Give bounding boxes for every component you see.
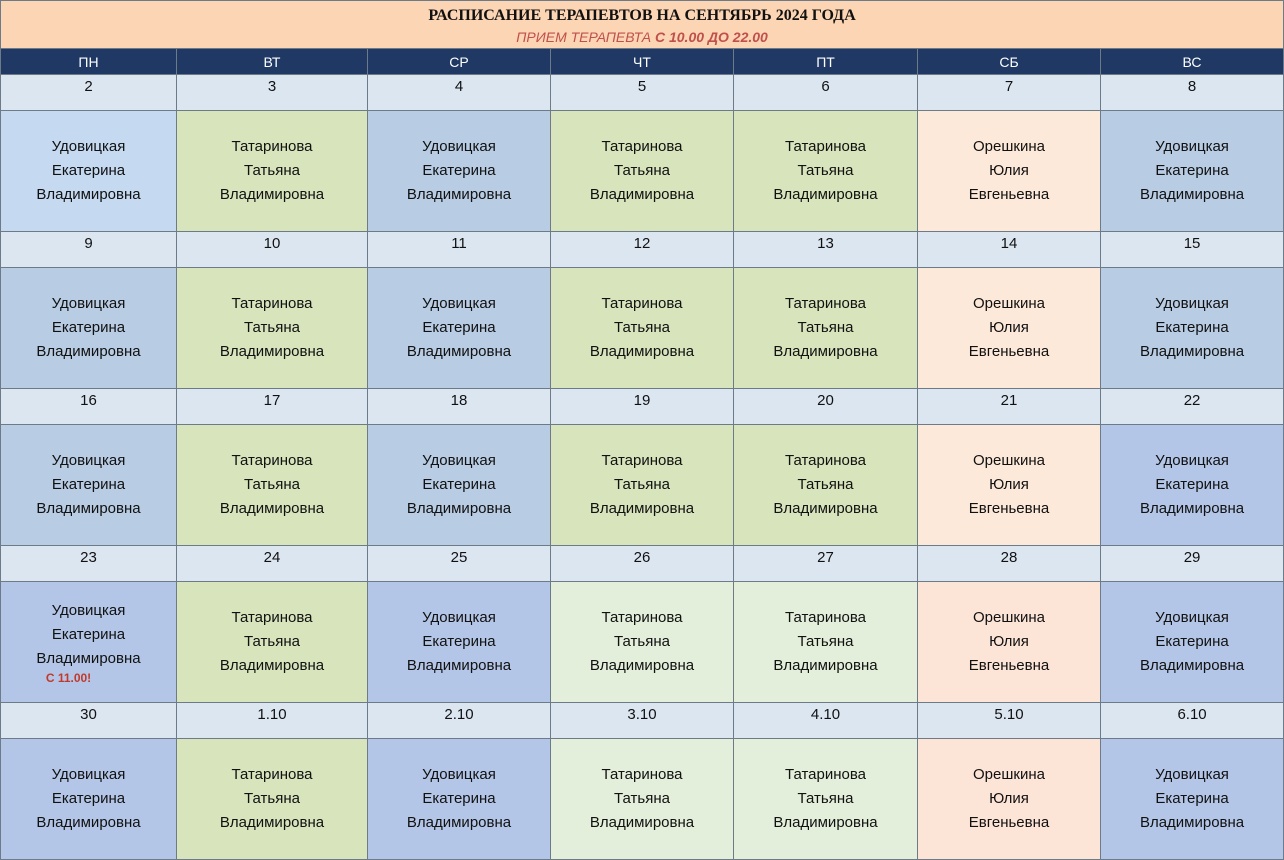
doctor-patronymic: Владимировна xyxy=(406,186,512,203)
date-cell[interactable]: 3.10 xyxy=(551,703,734,739)
doctor-surname: Татаринова xyxy=(784,452,867,469)
doctor-first-name: Татьяна xyxy=(614,633,670,650)
doctor-patronymic: Владимировна xyxy=(219,657,325,674)
doctor-cell[interactable] xyxy=(734,582,918,703)
doctor-first-name: Екатерина xyxy=(51,790,126,807)
doctor-first-name: Юлия xyxy=(989,476,1029,493)
date-cell[interactable]: 20 xyxy=(734,389,918,425)
date-cell[interactable]: 25 xyxy=(368,546,551,582)
doctor-patronymic: Евгеньевна xyxy=(968,657,1050,674)
doctor-surname: Татаринова xyxy=(784,766,867,783)
doctor-patronymic: Владимировна xyxy=(773,343,878,360)
title-row xyxy=(1,1,1284,49)
doctor-patronymic: Владимировна xyxy=(406,500,512,517)
doctor-cell[interactable] xyxy=(734,425,918,546)
doctor-cell[interactable] xyxy=(551,425,734,546)
doctor-first-name: Татьяна xyxy=(797,790,854,807)
doctor-patronymic: Евгеньевна xyxy=(968,500,1050,517)
date-cell[interactable]: 16 xyxy=(1,389,177,425)
weekday-header[interactable]: ПТ xyxy=(734,49,918,75)
doctor-cell[interactable] xyxy=(918,111,1101,232)
doctor-cell[interactable] xyxy=(1101,111,1284,232)
weekday-header[interactable]: ВС xyxy=(1101,49,1284,75)
doctor-first-name: Татьяна xyxy=(797,162,854,179)
doctor-patronymic: Владимировна xyxy=(219,814,325,831)
date-cell[interactable]: 4.10 xyxy=(734,703,918,739)
doctor-patronymic: Владимировна xyxy=(773,186,878,203)
doctor-patronymic: Владимировна xyxy=(1139,186,1245,203)
doctor-surname: Орешкина xyxy=(973,452,1045,469)
doctor-cell[interactable] xyxy=(734,111,918,232)
doctor-surname: Удовицкая xyxy=(1155,609,1229,626)
doctor-cell[interactable] xyxy=(368,425,551,546)
doctor-patronymic: Владимировна xyxy=(1139,657,1245,674)
doctor-surname: Татаринова xyxy=(231,766,313,783)
date-cell[interactable]: 9 xyxy=(1,232,177,268)
date-cell[interactable]: 17 xyxy=(177,389,368,425)
doctor-cell[interactable] xyxy=(1,268,177,389)
weekday-header[interactable]: ПН xyxy=(1,49,177,75)
doctor-first-name: Татьяна xyxy=(244,162,300,179)
date-cell[interactable]: 4 xyxy=(368,75,551,111)
doctor-row xyxy=(1,582,1284,703)
doctor-cell[interactable] xyxy=(1101,582,1284,703)
doctor-cell[interactable] xyxy=(551,268,734,389)
doctor-surname: Удовицкая xyxy=(1155,138,1229,155)
doctor-surname: Татаринова xyxy=(231,452,313,469)
doctor-cell[interactable] xyxy=(1,739,177,860)
doctor-cell[interactable] xyxy=(551,582,734,703)
doctor-cell[interactable] xyxy=(177,111,368,232)
title-cell[interactable] xyxy=(1,1,1284,49)
doctor-patronymic: Владимировна xyxy=(773,657,878,674)
date-cell[interactable]: 19 xyxy=(551,389,734,425)
doctor-first-name: Екатерина xyxy=(422,633,496,650)
date-cell[interactable]: 1.10 xyxy=(177,703,368,739)
date-cell[interactable]: 12 xyxy=(551,232,734,268)
doctor-patronymic: Владимировна xyxy=(1139,814,1245,831)
date-cell[interactable]: 11 xyxy=(368,232,551,268)
date-row xyxy=(1,75,1284,111)
doctor-surname: Удовицкая xyxy=(422,452,496,469)
doctor-cell[interactable] xyxy=(177,582,368,703)
date-cell[interactable]: 10 xyxy=(177,232,368,268)
doctor-surname: Татаринова xyxy=(784,295,867,312)
doctor-patronymic: Владимировна xyxy=(773,814,878,831)
doctor-surname: Татаринова xyxy=(231,295,313,312)
doctor-row xyxy=(1,739,1284,860)
doctor-surname: Татаринова xyxy=(601,138,683,155)
date-cell[interactable]: 13 xyxy=(734,232,918,268)
date-cell[interactable]: 28 xyxy=(918,546,1101,582)
doctor-patronymic: Владимировна xyxy=(773,500,878,517)
doctor-first-name: Екатерина xyxy=(1155,319,1229,336)
doctor-surname: Татаринова xyxy=(784,138,867,155)
doctor-patronymic: Владимировна xyxy=(589,814,695,831)
doctor-cell[interactable] xyxy=(368,582,551,703)
doctor-first-name: Татьяна xyxy=(614,790,670,807)
doctor-cell[interactable] xyxy=(177,268,368,389)
doctor-surname: Удовицкая xyxy=(51,295,126,312)
date-cell[interactable]: 14 xyxy=(918,232,1101,268)
doctor-cell[interactable] xyxy=(734,739,918,860)
date-row xyxy=(1,546,1284,582)
doctor-first-name: Екатерина xyxy=(51,162,126,179)
doctor-cell[interactable] xyxy=(551,111,734,232)
doctor-first-name: Юлия xyxy=(989,319,1029,336)
page-title: РАСПИСАНИЕ ТЕРАПЕВТОВ НА СЕНТЯБРЬ 2024 ГОДА xyxy=(428,6,856,24)
doctor-surname: Татаринова xyxy=(601,452,683,469)
doctor-first-name: Татьяна xyxy=(614,476,670,493)
doctor-surname: Татаринова xyxy=(601,609,683,626)
doctor-first-name: Екатерина xyxy=(1155,790,1229,807)
doctor-surname: Удовицкая xyxy=(1155,766,1229,783)
date-cell[interactable]: 26 xyxy=(551,546,734,582)
doctor-surname: Татаринова xyxy=(231,138,313,155)
doctor-cell[interactable] xyxy=(734,268,918,389)
doctor-surname: Татаринова xyxy=(601,766,683,783)
date-cell[interactable]: 7 xyxy=(918,75,1101,111)
doctor-first-name: Татьяна xyxy=(244,476,300,493)
doctor-surname: Удовицкая xyxy=(422,609,496,626)
doctor-surname: Удовицкая xyxy=(1155,295,1229,312)
doctor-cell[interactable] xyxy=(177,425,368,546)
doctor-cell[interactable] xyxy=(368,739,551,860)
doctor-first-name: Татьяна xyxy=(244,790,300,807)
doctor-surname: Удовицкая xyxy=(51,602,126,619)
date-cell[interactable]: 6 xyxy=(734,75,918,111)
doctor-cell[interactable] xyxy=(1101,268,1284,389)
doctor-first-name: Екатерина xyxy=(422,319,496,336)
date-cell[interactable]: 22 xyxy=(1101,389,1284,425)
doctor-cell[interactable] xyxy=(918,739,1101,860)
doctor-cell[interactable] xyxy=(368,111,551,232)
doctor-cell[interactable] xyxy=(918,582,1101,703)
date-cell[interactable]: 23 xyxy=(1,546,177,582)
doctor-patronymic: Владимировна xyxy=(406,814,512,831)
date-cell[interactable]: 5.10 xyxy=(918,703,1101,739)
doctor-patronymic: Евгеньевна xyxy=(968,186,1050,203)
doctor-cell[interactable] xyxy=(1,582,177,703)
doctor-cell[interactable] xyxy=(918,268,1101,389)
doctor-first-name: Екатерина xyxy=(1155,633,1229,650)
doctor-patronymic: Владимировна xyxy=(406,657,512,674)
date-cell[interactable]: 21 xyxy=(918,389,1101,425)
date-cell[interactable]: 6.10 xyxy=(1101,703,1284,739)
doctor-row xyxy=(1,425,1284,546)
date-row xyxy=(1,232,1284,268)
weekday-header[interactable]: ЧТ xyxy=(551,49,734,75)
doctor-surname: Удовицкая xyxy=(1155,452,1229,469)
date-cell[interactable]: 15 xyxy=(1101,232,1284,268)
date-cell[interactable]: 2 xyxy=(1,75,177,111)
doctor-patronymic: Владимировна xyxy=(589,186,695,203)
doctor-row xyxy=(1,268,1284,389)
doctor-first-name: Екатерина xyxy=(1155,162,1229,179)
date-cell[interactable]: 18 xyxy=(368,389,551,425)
page-subtitle xyxy=(1,27,1283,47)
time-note: С 11.00! xyxy=(45,671,92,685)
doctor-surname: Удовицкая xyxy=(51,452,126,469)
date-cell[interactable]: 29 xyxy=(1101,546,1284,582)
doctor-first-name: Татьяна xyxy=(614,319,670,336)
doctor-first-name: Екатерина xyxy=(1155,476,1229,493)
weekday-header[interactable]: СБ xyxy=(918,49,1101,75)
doctor-first-name: Юлия xyxy=(989,633,1029,650)
doctor-patronymic: Евгеньевна xyxy=(968,343,1050,360)
doctor-surname: Удовицкая xyxy=(422,138,496,155)
doctor-patronymic: Владимировна xyxy=(36,650,141,667)
doctor-patronymic: Владимировна xyxy=(589,343,695,360)
doctor-first-name: Татьяна xyxy=(244,633,300,650)
doctor-patronymic: Владимировна xyxy=(219,500,325,517)
date-cell[interactable]: 3 xyxy=(177,75,368,111)
doctor-first-name: Екатерина xyxy=(422,162,496,179)
doctor-patronymic: Владимировна xyxy=(1139,500,1245,517)
doctor-first-name: Юлия xyxy=(989,162,1029,179)
doctor-cell[interactable] xyxy=(1101,425,1284,546)
doctor-surname: Орешкина xyxy=(973,766,1045,783)
doctor-surname: Татаринова xyxy=(231,609,313,626)
doctor-first-name: Татьяна xyxy=(797,319,854,336)
weekday-header[interactable]: ВТ xyxy=(177,49,368,75)
doctor-surname: Удовицкая xyxy=(422,766,496,783)
doctor-surname: Татаринова xyxy=(601,295,683,312)
date-cell[interactable]: 27 xyxy=(734,546,918,582)
doctor-patronymic: Владимировна xyxy=(219,186,325,203)
date-cell[interactable]: 2.10 xyxy=(368,703,551,739)
doctor-patronymic: Владимировна xyxy=(406,343,512,360)
doctor-patronymic: Владимировна xyxy=(219,343,325,360)
date-cell[interactable]: 30 xyxy=(1,703,177,739)
doctor-surname: Орешкина xyxy=(973,609,1045,626)
weekday-header-row xyxy=(1,49,1284,75)
doctor-first-name: Екатерина xyxy=(422,790,496,807)
doctor-first-name: Екатерина xyxy=(51,319,126,336)
doctor-first-name: Екатерина xyxy=(422,476,496,493)
doctor-first-name: Екатерина xyxy=(51,626,126,643)
doctor-first-name: Татьяна xyxy=(244,319,300,336)
doctor-cell[interactable] xyxy=(918,425,1101,546)
subtitle-lead: ПРИЕМ ТЕРАПЕВТА xyxy=(516,28,652,45)
doctor-first-name: Татьяна xyxy=(614,162,670,179)
doctor-first-name: Татьяна xyxy=(797,476,854,493)
doctor-patronymic: Владимировна xyxy=(36,814,141,831)
subtitle-hours: С 10.00 ДО 22.00 xyxy=(654,28,768,45)
doctor-cell[interactable] xyxy=(368,268,551,389)
doctor-cell[interactable] xyxy=(1101,739,1284,860)
date-cell[interactable]: 8 xyxy=(1101,75,1284,111)
doctor-first-name: Юлия xyxy=(989,790,1029,807)
doctor-surname: Удовицкая xyxy=(51,766,126,783)
doctor-surname: Орешкина xyxy=(973,295,1045,312)
doctor-surname: Удовицкая xyxy=(51,138,126,155)
doctor-surname: Удовицкая xyxy=(422,295,496,312)
doctor-patronymic: Владимировна xyxy=(589,657,695,674)
doctor-surname: Татаринова xyxy=(784,609,867,626)
doctor-cell[interactable] xyxy=(551,739,734,860)
doctor-patronymic: Владимировна xyxy=(36,500,141,517)
doctor-patronymic: Владимировна xyxy=(36,343,141,360)
doctor-cell[interactable] xyxy=(1,111,177,232)
doctor-patronymic: Владимировна xyxy=(589,500,695,517)
weekday-header[interactable]: СР xyxy=(368,49,551,75)
doctor-surname: Орешкина xyxy=(973,138,1045,155)
doctor-cell[interactable] xyxy=(1,425,177,546)
doctor-first-name: Екатерина xyxy=(51,476,126,493)
doctor-patronymic: Владимировна xyxy=(36,186,141,203)
doctor-patronymic: Владимировна xyxy=(1139,343,1245,360)
date-row xyxy=(1,389,1284,425)
date-row xyxy=(1,703,1284,739)
date-cell[interactable]: 5 xyxy=(551,75,734,111)
doctor-cell[interactable] xyxy=(177,739,368,860)
doctor-first-name: Татьяна xyxy=(797,633,854,650)
date-cell[interactable]: 24 xyxy=(177,546,368,582)
doctor-row xyxy=(1,111,1284,232)
doctor-patronymic: Евгеньевна xyxy=(968,814,1050,831)
